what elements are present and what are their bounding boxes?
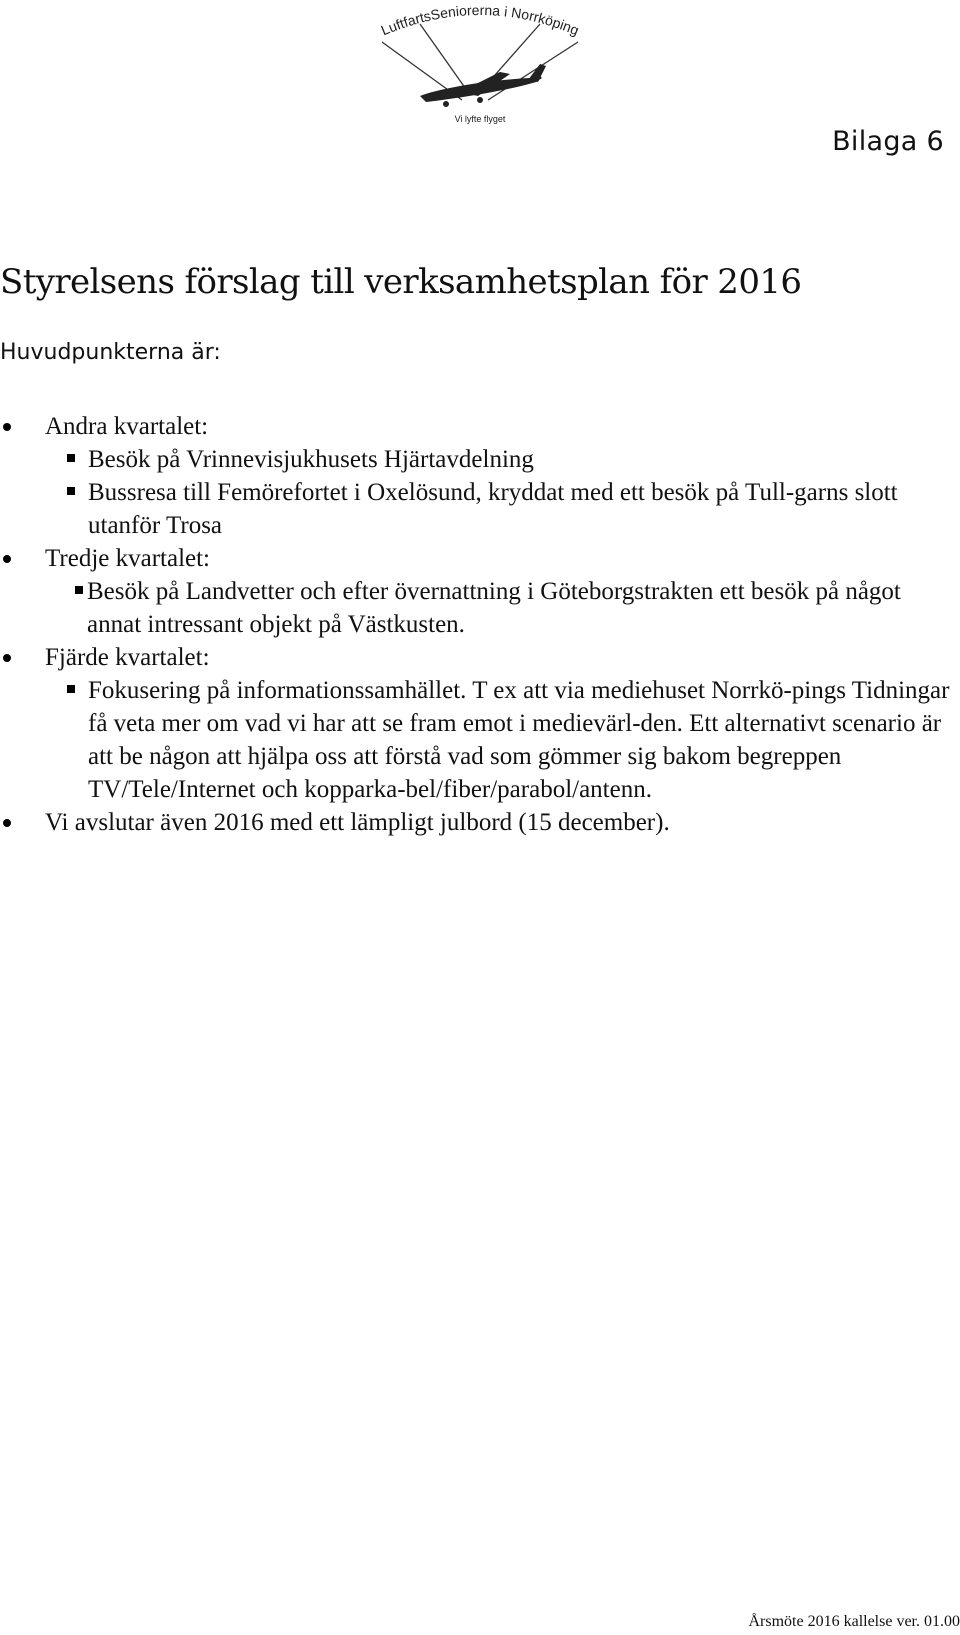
activity-list [0,410,950,839]
airplane-icon [420,64,546,107]
logo-arc-text: LuftfartsSeniorerna i Norrköping [378,1,582,39]
list-item-q3 [0,542,950,641]
square-bullet-icon [67,454,75,462]
square-bullet-icon [67,487,75,495]
page-title: Styrelsens förslag till verksamhetsplan för 2016 [0,262,802,302]
page-footer: Årsmöte 2016 kallelse ver. 01.00 [748,1613,960,1630]
bullet-icon [3,423,11,431]
logo-slogan: Vi lyfte flyget [454,114,506,124]
organization-logo [360,0,600,130]
bullet-icon [3,654,11,662]
bullet-icon [3,555,11,563]
bullet-icon [3,819,11,827]
list-item-christmas [0,806,950,839]
square-bullet-icon [67,685,75,693]
list-item-q4 [0,641,950,806]
sub-item [45,476,950,542]
section-label: Tredje kvartalet: [45,545,211,572]
annex-label: Bilaga 6 [832,126,944,157]
square-bullet-icon [75,586,83,594]
svg-text:LuftfartsSeniorerna i Norrköpi [379,2,582,38]
sub-item-text: Besök på Vrinnevisjukhusets Hjärtavdelning [88,446,534,473]
sub-item [45,575,950,641]
list-item-q2 [0,410,950,542]
intro-text: Huvudpunkterna är: [0,340,221,365]
sub-item-text: Fokusering på informationssamhället. T ex att via mediehuset Norrkö-pings Tidningar få veta mer om vad vi har att se fram emot i medievärl-den. Ett alternativt scenario är att be någon att hjälpa oss att förstå vad som gömmer sig bakom begreppen TV/Tele/Internet och kopparka-bel/fiber/parabol/antenn. [88,677,950,803]
sub-item-text: Bussresa till Femörefortet i Oxelösund, kryddat med ett besök på Tull-garns slott utanför Trosa [88,479,898,539]
section-label: Andra kvartalet: [45,413,209,440]
sub-item [45,674,950,806]
section-label: Vi avslutar även 2016 med ett lämpligt julbord (15 december). [45,809,670,836]
sub-item-text: Besök på Landvetter och efter övernattning i Göteborgstrakten ett besök på något annat intressant objekt på Västkusten. [87,578,901,638]
sub-item [45,443,950,476]
section-label: Fjärde kvartalet: [45,644,210,671]
